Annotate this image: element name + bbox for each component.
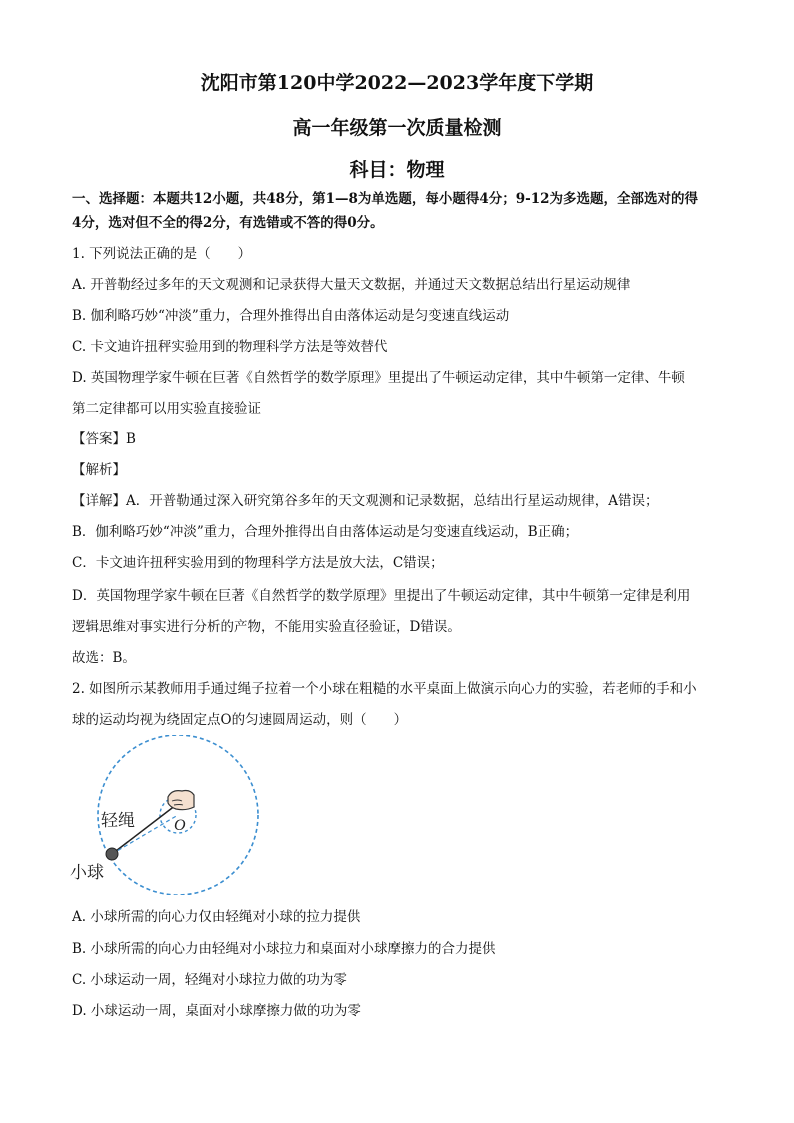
q1-detail-a: 【详解】A．开普勒通过深入研究第谷多年的天文观测和记录数据，总结出行星运动规律，A错误； bbox=[72, 493, 659, 509]
hand-icon bbox=[168, 791, 194, 810]
q1-conclusion: 故选：B。 bbox=[72, 650, 136, 666]
q1-option-a: A. 开普勒经过多年的天文观测和记录获得大量天文数据，并通过天文数据总结出行星运动规律 bbox=[72, 277, 631, 293]
q1-detail-c: C．卡文迪许扭秤实验用到的物理科学方法是放大法，C错误； bbox=[72, 555, 444, 571]
exam-title: 沈阳市第120中学2022—2023学年度下学期 bbox=[200, 72, 594, 94]
q2-stem-line1: 2. 如图所示某教师用手通过绳子拉着一个小球在粗糙的水平桌面上做演示向心力的实验，若老师的手和小 bbox=[72, 681, 697, 697]
q1-option-b: B. 伽利略巧妙“冲淡”重力，合理外推得出自由落体运动是匀变速直线运动 bbox=[72, 308, 510, 324]
center-point-label: O bbox=[174, 817, 186, 834]
circular-motion-figure bbox=[68, 735, 268, 895]
q1-stem: 1. 下列说法正确的是（ ） bbox=[72, 246, 252, 262]
q2-option-b: B. 小球所需的向心力由轻绳对小球拉力和桌面对小球摩擦力的合力提供 bbox=[72, 941, 496, 957]
section-instruction-line2: 4分，选对但不全的得2分，有选错或不答的得0分。 bbox=[72, 215, 384, 231]
q1-option-d-line1: D. 英国物理学家牛顿在巨著《自然哲学的数学原理》里提出了牛顿运动定律，其中牛顿第一定律、牛顿 bbox=[72, 370, 685, 386]
ball-icon bbox=[106, 848, 118, 860]
q2-stem-line2: 球的运动均视为绕固定点O的匀速圆周运动，则（ ） bbox=[72, 712, 408, 728]
exam-subtitle: 高一年级第一次质量检测 bbox=[292, 117, 502, 139]
section-instruction-line1: 一、选择题：本题共12小题，共48分，第1—8为单选题，每小题得4分；9-12为多选题，全部选对的得 bbox=[72, 191, 699, 207]
q2-option-d: D. 小球运动一周，桌面对小球摩擦力做的功为零 bbox=[72, 1003, 361, 1019]
q1-analysis-label: 【解析】 bbox=[72, 462, 126, 478]
rope-label: 轻绳 bbox=[101, 811, 135, 830]
q1-detail-b: B．伽利略巧妙“冲淡”重力，合理外推得出自由落体运动是匀变速直线运动，B正确； bbox=[72, 524, 579, 540]
q1-option-c: C. 卡文迪许扭秤实验用到的物理科学方法是等效替代 bbox=[72, 339, 388, 355]
ball-label: 小球 bbox=[70, 863, 104, 882]
q2-option-a: A. 小球所需的向心力仅由轻绳对小球的拉力提供 bbox=[72, 909, 361, 925]
q2-option-c: C. 小球运动一周，轻绳对小球拉力做的功为零 bbox=[72, 972, 347, 988]
q1-detail-d-line1: D．英国物理学家牛顿在巨著《自然哲学的数学原理》里提出了牛顿运动定律，其中牛顿第一定律是利用 bbox=[72, 588, 691, 604]
q1-answer: 【答案】B bbox=[72, 431, 136, 447]
q1-option-d-line2: 第二定律都可以用实验直接验证 bbox=[72, 401, 261, 417]
q1-detail-d-line2: 逻辑思维对事实进行分析的产物，不能用实验直径验证，D错误。 bbox=[72, 619, 461, 635]
subject-title: 科目：物理 bbox=[349, 159, 445, 181]
